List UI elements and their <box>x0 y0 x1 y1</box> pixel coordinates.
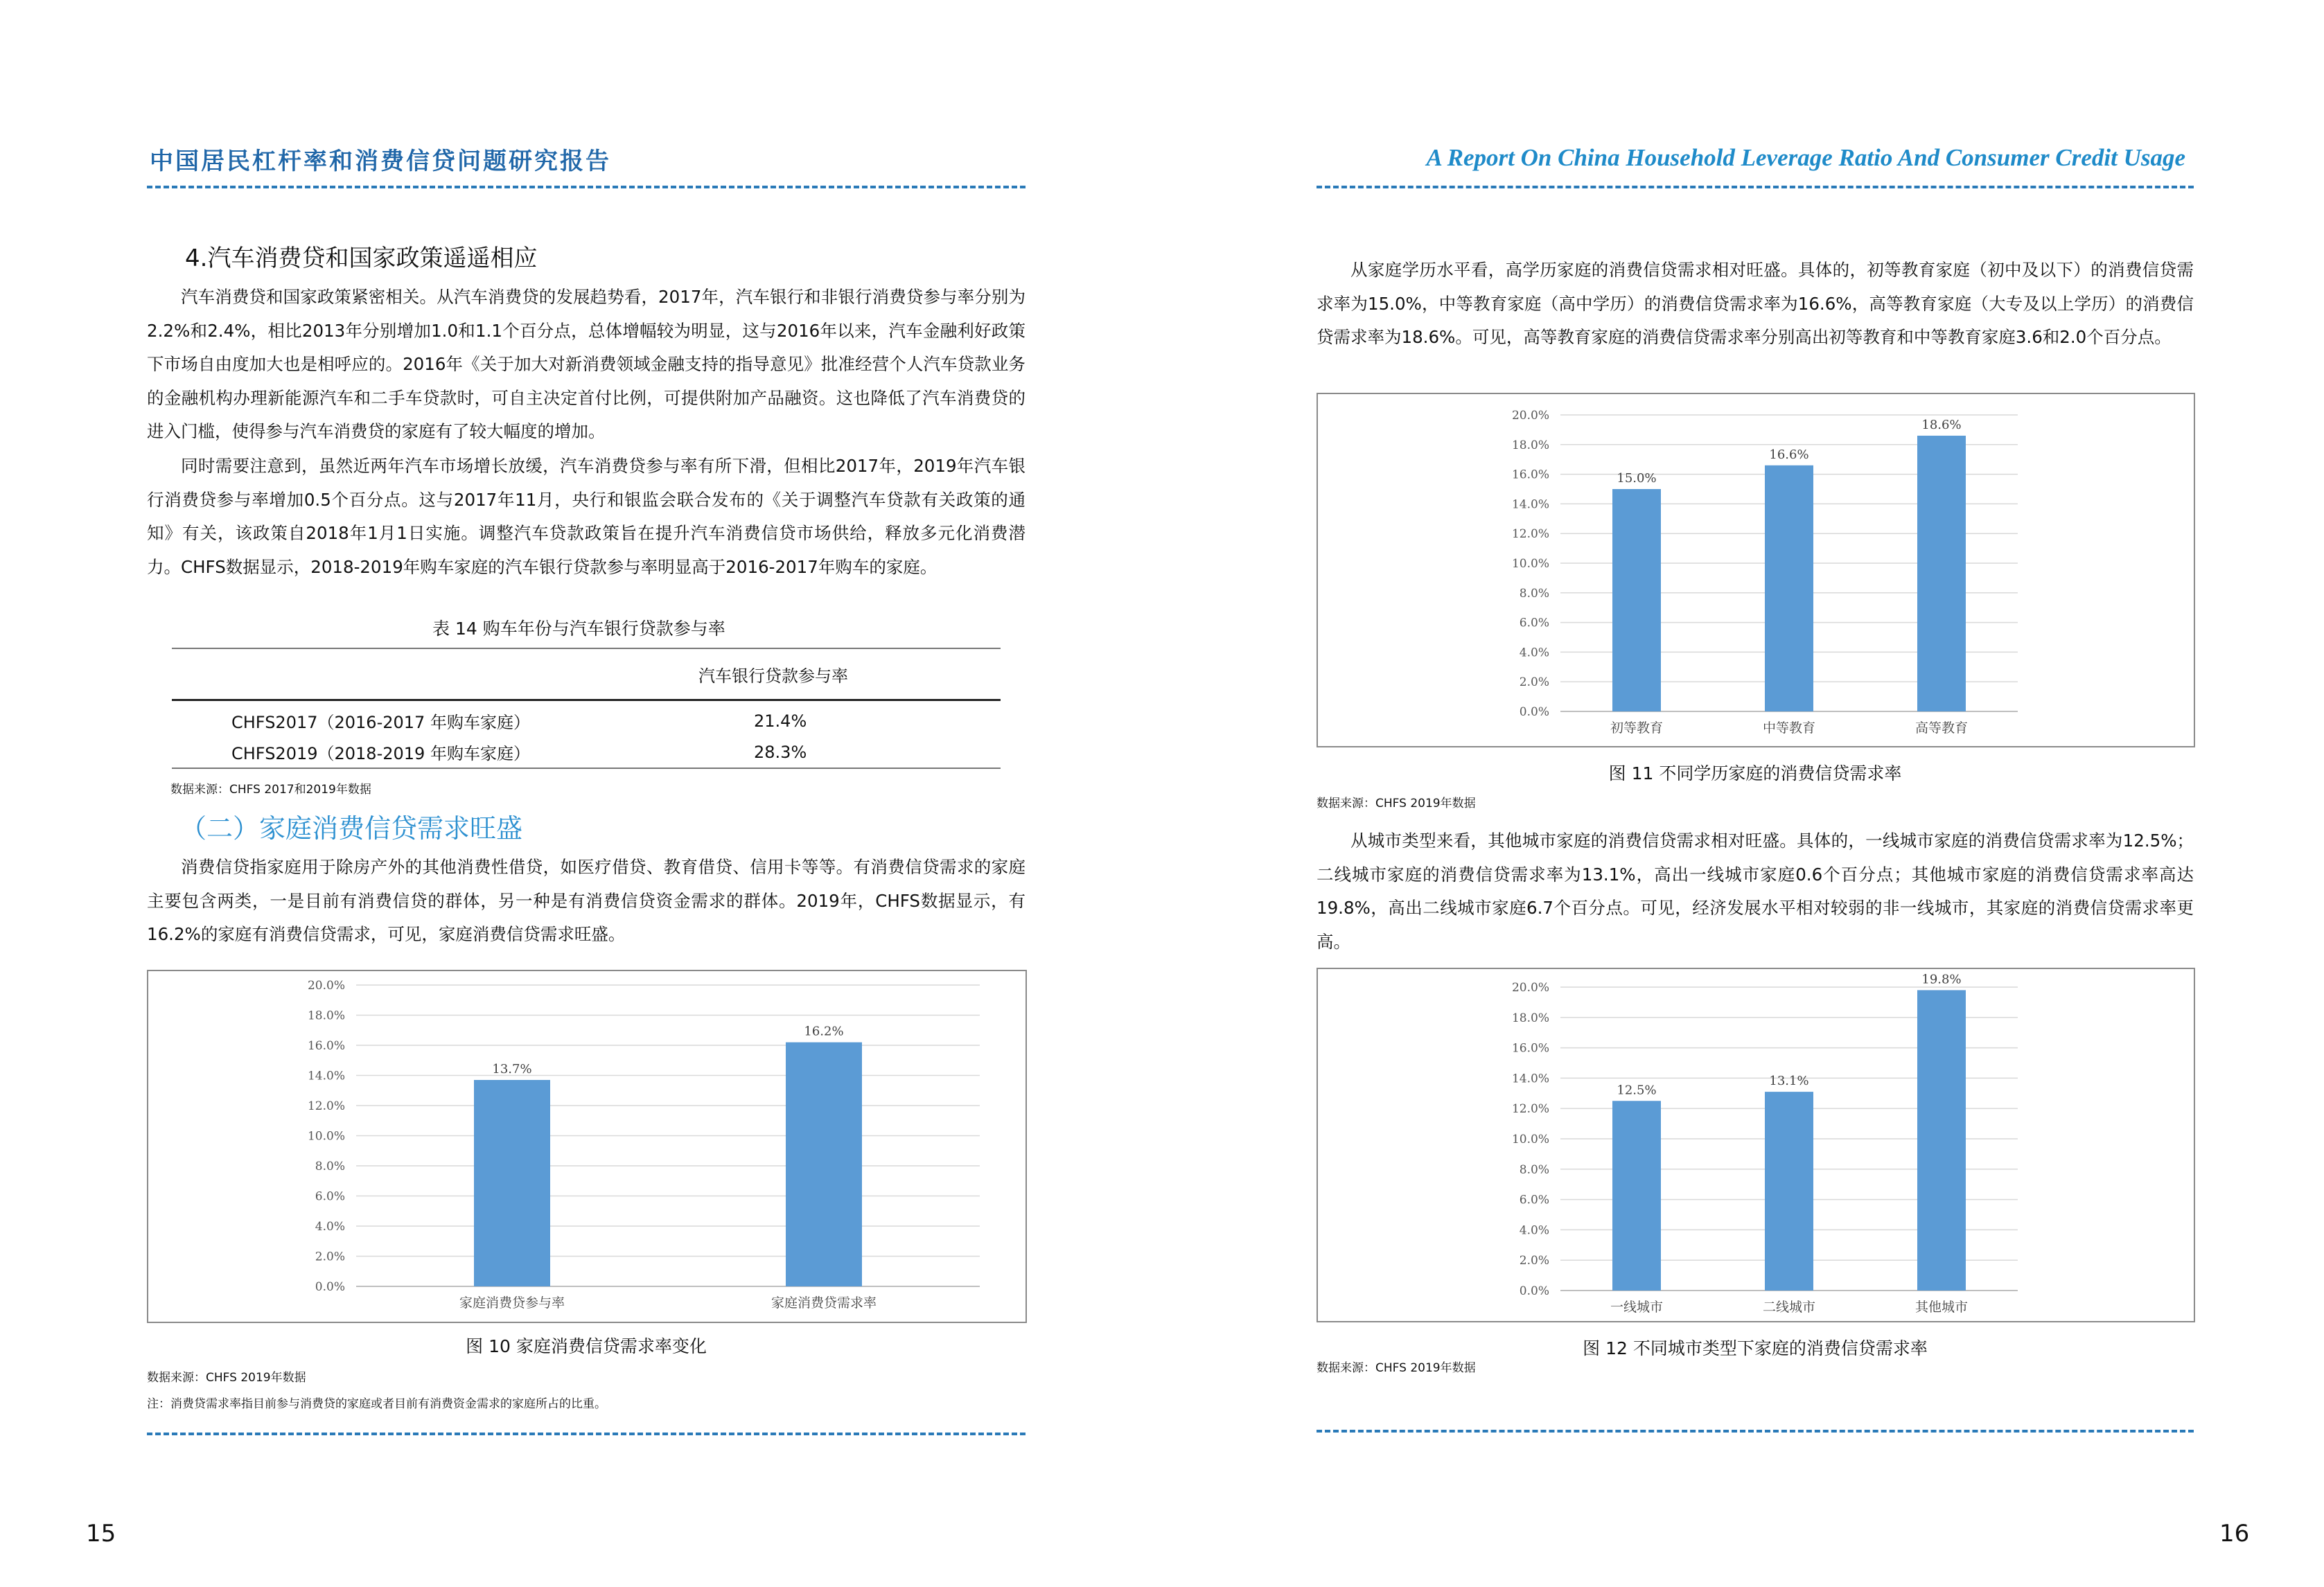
paragraph-auto-loan-policy: 汽车消费贷和国家政策紧密相关。从汽车消费贷的发展趋势看，2017年，汽车银行和非银行消费贷参与率分别为2.2%和2.4%，相比2013年分别增加1.0和1.1个百分点，总体增幅较为明显，这与2016年以来，汽车金融利好政策下市场自由度加大也是相呼应的。2016年《关于加大对新消费领域金融支持的指导意见》批准经营个人汽车贷款业务的金融机构办理新能源汽车和二手车贷款时，可自主决定首付比例，可提供附加产品融资。这也降低了汽车消费贷的进入门槛，使得参与汽车消费贷的家庭有了较大幅度的增加。 <box>147 287 1025 441</box>
y-tick-label: 12.0% <box>1511 1102 1549 1117</box>
figure-10-note: 注：消费贷需求率指目前参与消费贷的家庭或者目前有消费资金需求的家庭所占的比重。 <box>147 1397 606 1411</box>
bar <box>474 1080 550 1286</box>
bar <box>786 1043 862 1286</box>
y-tick-label: 0.0% <box>1519 1284 1549 1298</box>
y-tick-label: 16.0% <box>1511 1041 1549 1056</box>
y-tick-label: 10.0% <box>1511 1133 1549 1146</box>
y-tick-label: 6.0% <box>1519 1193 1549 1207</box>
figure-11-caption: 图 11 不同学历家庭的消费信贷需求率 <box>1608 763 1902 783</box>
data-label: 15.0% <box>1617 471 1657 486</box>
bar <box>1612 1101 1661 1291</box>
data-label: 16.6% <box>1769 447 1809 462</box>
bar <box>1612 489 1661 711</box>
section-heading: 4.汽车消费贷和国家政策遥遥相应 <box>185 245 538 272</box>
bar <box>1765 1092 1813 1291</box>
data-label: 18.6% <box>1921 417 1962 432</box>
figure-10-source: 数据来源：CHFS 2019年数据 <box>147 1371 306 1385</box>
table-row-value: 28.3% <box>754 742 807 762</box>
figure-11-source: 数据来源：CHFS 2019年数据 <box>1317 797 1476 810</box>
y-tick-label: 6.0% <box>315 1189 345 1204</box>
category-label: 家庭消费贷参与率 <box>459 1295 565 1311</box>
y-tick-label: 16.0% <box>307 1039 345 1053</box>
y-tick-label: 4.0% <box>1519 1223 1549 1238</box>
table-row-label: CHFS2017（2016-2017 年购车家庭） <box>231 713 530 732</box>
y-tick-label: 4.0% <box>315 1220 345 1234</box>
y-tick-label: 2.0% <box>1519 675 1549 690</box>
category-label: 其他城市 <box>1914 1300 1969 1315</box>
figure-12-chart <box>1317 968 2195 1322</box>
right-page-number: 16 <box>2219 1520 2250 1548</box>
data-label: 19.8% <box>1921 972 1962 987</box>
header-title-en: A Report On China Household Leverage Ratio And Consumer Credit Usage <box>1426 144 2185 171</box>
right-footer-divider <box>1317 1430 2194 1433</box>
category-label: 家庭消费贷需求率 <box>771 1295 877 1311</box>
y-tick-label: 12.0% <box>1511 527 1549 542</box>
y-tick-label: 18.0% <box>1511 438 1549 452</box>
paragraph-education: 从家庭学历水平看，高学历家庭的消费信贷需求相对旺盛。具体的，初等教育家庭（初中及以下）的消费信贷需求率为15.0%，中等教育家庭（高中学历）的消费信贷需求率为16.6%，高等教育家庭（大专及以上学历）的消费信贷需求率为18.6%。可见，高等教育家庭的消费信贷需求率分别高出初等教育和中等教育家庭3.6和2.0个百分点。 <box>1317 260 2194 347</box>
right-header-divider <box>1317 186 2194 188</box>
y-tick-label: 2.0% <box>315 1250 345 1264</box>
y-tick-label: 8.0% <box>315 1160 345 1173</box>
y-tick-label: 6.0% <box>1519 616 1549 630</box>
figure-10-chart <box>147 970 1027 1323</box>
y-tick-label: 2.0% <box>1519 1254 1549 1268</box>
y-tick-label: 20.0% <box>307 979 345 993</box>
category-label: 中等教育 <box>1762 720 1816 736</box>
paragraph-city: 从城市类型来看，其他城市家庭的消费信贷需求相对旺盛。具体的，一线城市家庭的消费信贷需求率为12.5%；二线城市家庭的消费信贷需求率为13.1%，高出一线城市家庭0.6个百分点；其他城市家庭的消费信贷需求率高达19.8%，高出二线城市家庭6.7个百分点。可见，经济发展水平相对较弱的非一线城市，其家庭的消费信贷需求率更高。 <box>1317 831 2194 952</box>
paragraph-auto-loan-change: 同时需要注意到，虽然近两年汽车市场增长放缓，汽车消费贷参与率有所下滑，但相比2017年，2019年汽车银行消费贷参与率增加0.5个百分点。这与2017年11月，央行和银监会联合发布的《关于调整汽车贷款有关政策的通知》有关，该政策自2018年1月1日实施。调整汽车贷款政策旨在提升汽车消费信贷市场供给，释放多元化消费潜力。CHFS数据显示，2018-2019年购车家庭的汽车银行贷款参与率明显高于2016-2017年购车的家庭。 <box>147 456 1025 577</box>
table-header-empty <box>172 648 698 700</box>
y-tick-label: 10.0% <box>307 1129 345 1144</box>
y-tick-label: 20.0% <box>1511 409 1549 423</box>
left-header-divider <box>147 186 1025 188</box>
header-title-cn: 中国居民杠杆率和消费信贷问题研究报告 <box>150 148 611 175</box>
bar <box>1917 990 1966 1291</box>
figure-10-svg <box>148 971 1025 1322</box>
figure-12-caption: 图 12 不同城市类型下家庭的消费信贷需求率 <box>1583 1338 1928 1358</box>
subheading: （二）家庭消费信贷需求旺盛 <box>180 813 523 844</box>
table-14-caption: 表 14 购车年份与汽车银行贷款参与率 <box>432 619 725 639</box>
y-tick-label: 16.0% <box>1511 468 1549 482</box>
figure-10-caption: 图 10 家庭消费信贷需求率变化 <box>466 1336 707 1356</box>
category-label: 初等教育 <box>1610 720 1664 736</box>
y-tick-label: 10.0% <box>1511 557 1549 571</box>
y-tick-label: 20.0% <box>1511 981 1549 995</box>
table-row-value: 21.4% <box>754 711 807 731</box>
data-label: 13.1% <box>1769 1074 1809 1089</box>
figure-12-source: 数据来源：CHFS 2019年数据 <box>1317 1361 1476 1375</box>
category-label: 一线城市 <box>1610 1300 1664 1315</box>
y-tick-label: 4.0% <box>1519 646 1549 660</box>
data-label: 13.7% <box>492 1062 532 1077</box>
bar <box>1765 466 1813 711</box>
category-label: 高等教育 <box>1914 720 1969 736</box>
y-tick-label: 0.0% <box>315 1280 345 1294</box>
y-tick-label: 18.0% <box>307 1009 345 1023</box>
category-label: 二线城市 <box>1762 1300 1816 1315</box>
y-tick-label: 14.0% <box>307 1069 345 1083</box>
y-tick-label: 14.0% <box>1511 1072 1549 1086</box>
figure-11-svg <box>1318 394 2194 746</box>
table-row <box>172 700 1001 737</box>
table-column-header: 汽车银行贷款参与率 <box>698 666 848 686</box>
bar <box>1917 436 1966 711</box>
left-page-number: 15 <box>86 1520 116 1548</box>
y-tick-label: 12.0% <box>307 1099 345 1113</box>
figure-12-svg <box>1318 969 2194 1321</box>
y-tick-label: 8.0% <box>1519 1162 1549 1177</box>
left-footer-divider <box>147 1433 1025 1435</box>
table-row <box>172 736 1001 768</box>
table-14-source: 数据来源：CHFS 2017和2019年数据 <box>170 783 371 797</box>
y-tick-label: 14.0% <box>1511 497 1549 512</box>
table-14 <box>172 648 1001 769</box>
y-tick-label: 0.0% <box>1519 705 1549 719</box>
y-tick-label: 8.0% <box>1519 586 1549 601</box>
y-tick-label: 18.0% <box>1511 1011 1549 1025</box>
figure-11-chart <box>1317 393 2195 747</box>
paragraph-consumer-credit: 消费信贷指家庭用于除房产外的其他消费性借贷，如医疗借贷、教育借贷、信用卡等等。有消费信贷需求的家庭主要包含两类，一是目前有消费信贷的群体，另一种是有消费信贷资金需求的群体。2019年，CHFS数据显示，有16.2%的家庭有消费信贷需求，可见，家庭消费信贷需求旺盛。 <box>147 857 1025 944</box>
table-row-label: CHFS2019（2018-2019 年购车家庭） <box>231 744 530 763</box>
data-label: 12.5% <box>1617 1083 1657 1098</box>
data-label: 16.2% <box>804 1024 844 1039</box>
